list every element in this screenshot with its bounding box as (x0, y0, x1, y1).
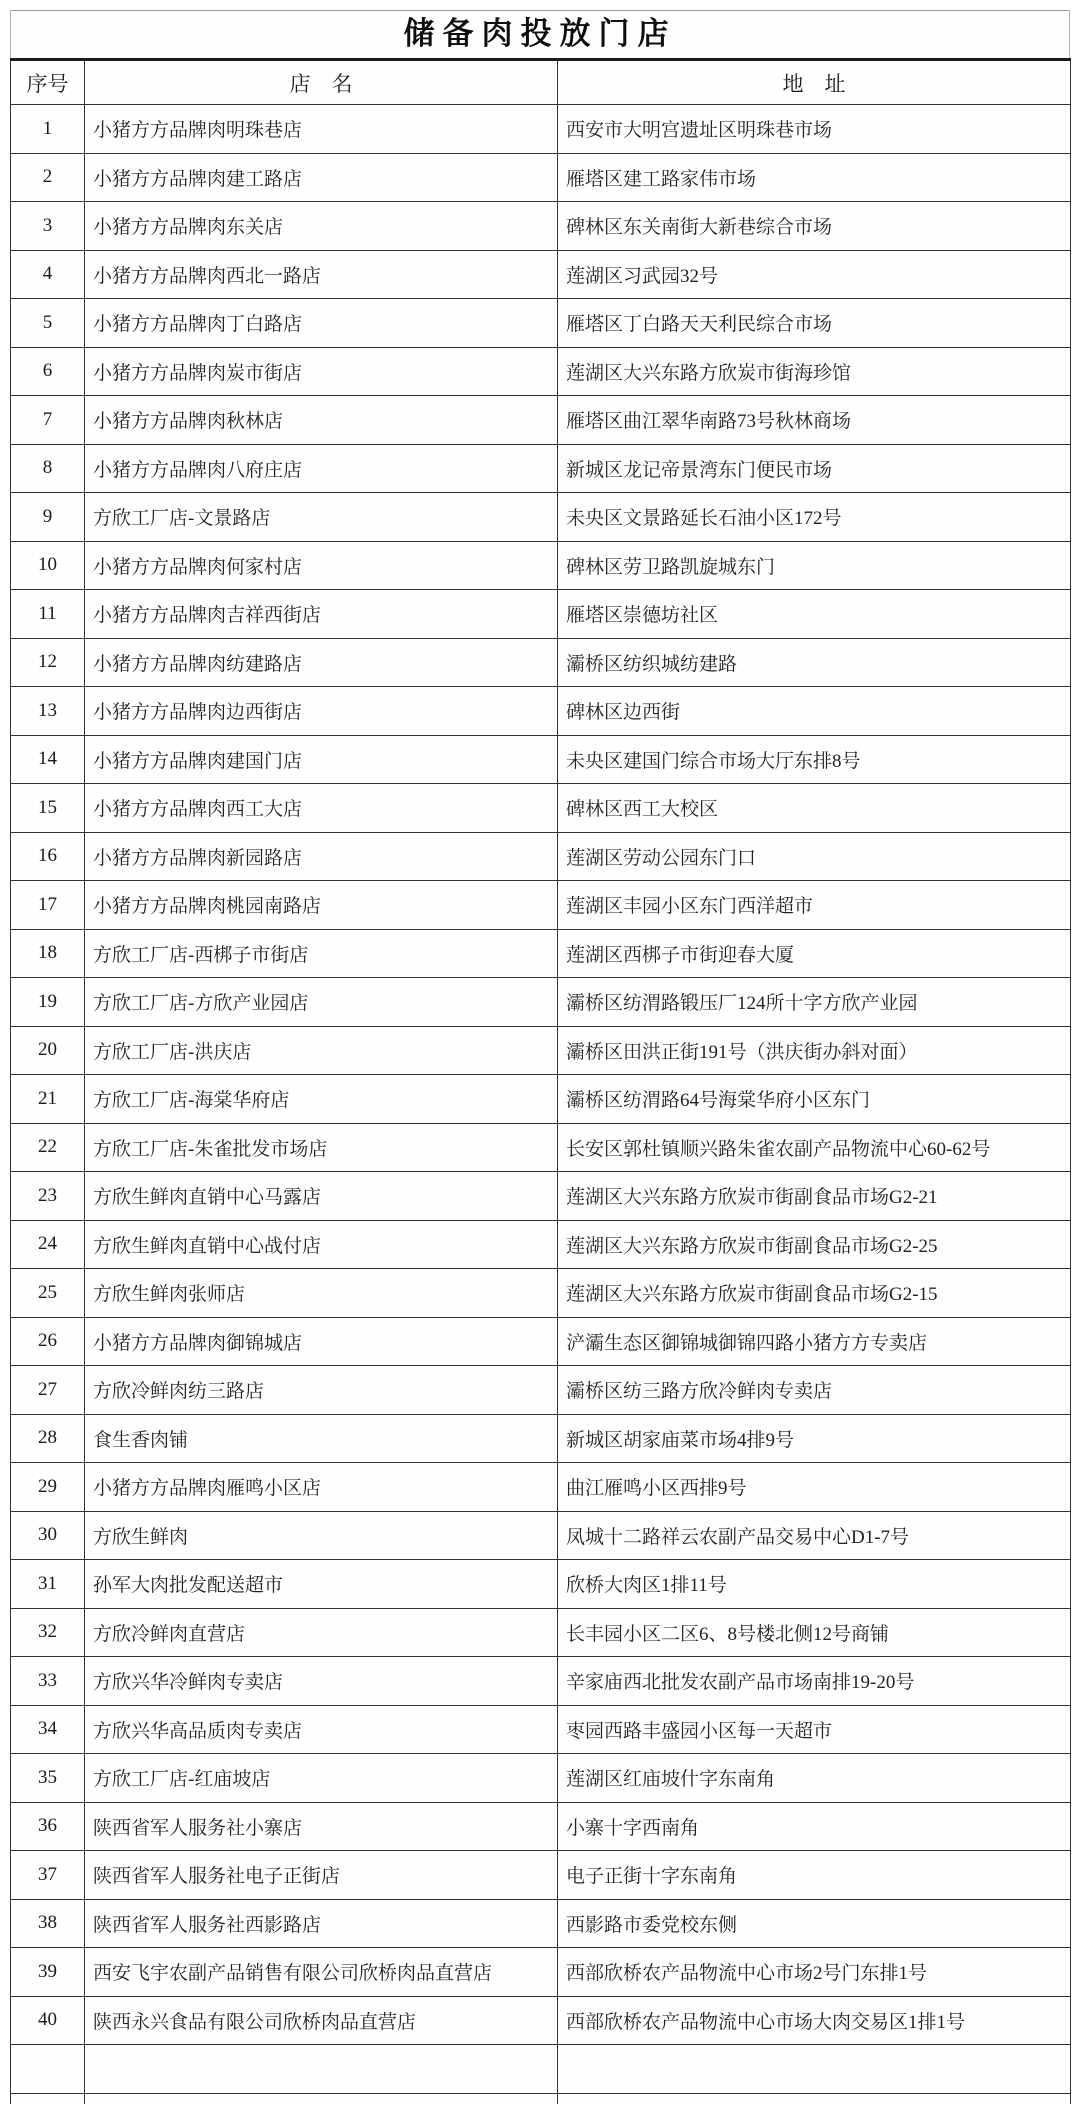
table-row (11, 832, 1071, 881)
row-index-cell: 39 (11, 1948, 85, 1997)
address-cell: 莲湖区大兴东路方欣炭市街海珍馆 (558, 347, 1071, 396)
table-row (11, 250, 1071, 299)
address-cell: 雁塔区建工路家伟市场 (558, 153, 1071, 202)
table-row (11, 1511, 1071, 1560)
address-cell: 新城区龙记帝景湾东门便民市场 (558, 444, 1071, 493)
store-name-cell: 方欣兴华高品质肉专卖店 (85, 1705, 558, 1754)
table-row (11, 1948, 1071, 1997)
header-address: 地 址 (558, 60, 1071, 105)
store-table-body (11, 105, 1071, 2104)
row-index-cell: 17 (11, 881, 85, 930)
table-row (11, 1705, 1071, 1754)
store-name-cell: 小猪方方品牌肉丁白路店 (85, 299, 558, 348)
address-cell: 碑林区边西街 (558, 687, 1071, 736)
store-name-cell: 小猪方方品牌肉吉祥西街店 (85, 590, 558, 639)
address-cell: 未央区建国门综合市场大厅东排8号 (558, 735, 1071, 784)
table-row (11, 202, 1071, 251)
address-cell: 新城区胡家庙菜市场4排9号 (558, 1414, 1071, 1463)
row-index-cell: 27 (11, 1366, 85, 1415)
address-cell: 电子正街十字东南角 (558, 1851, 1071, 1900)
table-title: 储备肉投放门店 (10, 10, 1070, 58)
table-row (11, 1123, 1071, 1172)
store-name-cell: 方欣工厂店-朱雀批发市场店 (85, 1123, 558, 1172)
table-row (11, 687, 1071, 736)
row-index-cell: 7 (11, 396, 85, 445)
address-cell: 西部欣桥农产品物流中心市场大肉交易区1排1号 (558, 1996, 1071, 2045)
address-cell (558, 2045, 1071, 2094)
address-cell: 西安市大明宫遗址区明珠巷市场 (558, 105, 1071, 154)
address-cell: 灞桥区田洪正街191号（洪庆街办斜对面） (558, 1026, 1071, 1075)
store-table-header (11, 60, 1071, 105)
row-index-cell: 11 (11, 590, 85, 639)
store-name-cell: 方欣工厂店-西梆子市街店 (85, 929, 558, 978)
address-cell: 莲湖区红庙坡什字东南角 (558, 1754, 1071, 1803)
row-index-cell: 29 (11, 1463, 85, 1512)
address-cell: 雁塔区崇德坊社区 (558, 590, 1071, 639)
row-index-cell: 3 (11, 202, 85, 251)
store-name-cell (85, 2093, 558, 2104)
address-cell: 灞桥区纺织城纺建路 (558, 638, 1071, 687)
row-index-cell: 18 (11, 929, 85, 978)
address-cell: 莲湖区大兴东路方欣炭市街副食品市场G2-21 (558, 1172, 1071, 1221)
store-name-cell: 方欣生鲜肉直销中心战付店 (85, 1220, 558, 1269)
header-store-name: 店 名 (85, 60, 558, 105)
address-cell: 灞桥区纺渭路64号海棠华府小区东门 (558, 1075, 1071, 1124)
store-name-cell: 小猪方方品牌肉西北一路店 (85, 250, 558, 299)
store-name-cell: 方欣工厂店-文景路店 (85, 493, 558, 542)
row-index-cell: 14 (11, 735, 85, 784)
table-row (11, 1899, 1071, 1948)
address-cell: 莲湖区西梆子市街迎春大厦 (558, 929, 1071, 978)
row-index-cell: 16 (11, 832, 85, 881)
row-index-cell: 8 (11, 444, 85, 493)
row-index-cell: 5 (11, 299, 85, 348)
table-row (11, 1317, 1071, 1366)
table-row (11, 1996, 1071, 2045)
store-name-cell: 西安飞宇农副产品销售有限公司欣桥肉品直营店 (85, 1948, 558, 1997)
address-cell: 碑林区劳卫路凯旋城东门 (558, 541, 1071, 590)
store-name-cell: 小猪方方品牌肉东关店 (85, 202, 558, 251)
table-row (11, 590, 1071, 639)
row-index-cell: 23 (11, 1172, 85, 1221)
address-cell: 灞桥区纺渭路锻压厂124所十字方欣产业园 (558, 978, 1071, 1027)
table-row (11, 1220, 1071, 1269)
store-name-cell: 方欣工厂店-方欣产业园店 (85, 978, 558, 1027)
row-index-cell: 4 (11, 250, 85, 299)
store-name-cell: 小猪方方品牌肉明珠巷店 (85, 105, 558, 154)
address-cell: 莲湖区丰园小区东门西洋超市 (558, 881, 1071, 930)
row-index-cell: 33 (11, 1657, 85, 1706)
table-row (11, 638, 1071, 687)
row-index-cell: 37 (11, 1851, 85, 1900)
document-page (10, 0, 1070, 2104)
store-name-cell: 方欣兴华冷鲜肉专卖店 (85, 1657, 558, 1706)
row-index-cell: 6 (11, 347, 85, 396)
store-name-cell: 食生香肉铺 (85, 1414, 558, 1463)
table-row (11, 881, 1071, 930)
row-index-cell: 22 (11, 1123, 85, 1172)
store-name-cell: 方欣生鲜肉 (85, 1511, 558, 1560)
table-row (11, 105, 1071, 154)
store-name-cell: 方欣生鲜肉直销中心马露店 (85, 1172, 558, 1221)
store-name-cell: 小猪方方品牌肉边西街店 (85, 687, 558, 736)
store-name-cell: 小猪方方品牌肉秋林店 (85, 396, 558, 445)
row-index-cell: 2 (11, 153, 85, 202)
row-index-cell: 35 (11, 1754, 85, 1803)
address-cell: 莲湖区习武园32号 (558, 250, 1071, 299)
row-index-cell: 19 (11, 978, 85, 1027)
address-cell: 碑林区东关南街大新巷综合市场 (558, 202, 1071, 251)
row-index-cell: 9 (11, 493, 85, 542)
row-index-cell: 40 (11, 1996, 85, 2045)
store-name-cell: 小猪方方品牌肉西工大店 (85, 784, 558, 833)
address-cell: 雁塔区曲江翠华南路73号秋林商场 (558, 396, 1071, 445)
table-row (11, 153, 1071, 202)
row-index-cell: 10 (11, 541, 85, 590)
address-cell: 枣园西路丰盛园小区每一天超市 (558, 1705, 1071, 1754)
row-index-cell: 13 (11, 687, 85, 736)
table-row (11, 541, 1071, 590)
address-cell: 长丰园小区二区6、8号楼北侧12号商铺 (558, 1608, 1071, 1657)
row-index-cell: 31 (11, 1560, 85, 1609)
address-cell: 莲湖区劳动公园东门口 (558, 832, 1071, 881)
store-name-cell: 方欣生鲜肉张师店 (85, 1269, 558, 1318)
row-index-cell: 36 (11, 1802, 85, 1851)
store-name-cell: 小猪方方品牌肉何家村店 (85, 541, 558, 590)
table-row (11, 1560, 1071, 1609)
address-cell: 西部欣桥农产品物流中心市场2号门东排1号 (558, 1948, 1071, 1997)
row-index-cell: 38 (11, 1899, 85, 1948)
table-row (11, 1657, 1071, 1706)
table-row (11, 929, 1071, 978)
address-cell: 灞桥区纺三路方欣冷鲜肉专卖店 (558, 1366, 1071, 1415)
store-name-cell: 小猪方方品牌肉桃园南路店 (85, 881, 558, 930)
row-index-cell: 34 (11, 1705, 85, 1754)
address-cell: 碑林区西工大校区 (558, 784, 1071, 833)
table-row (11, 299, 1071, 348)
store-name-cell: 小猪方方品牌肉纺建路店 (85, 638, 558, 687)
store-name-cell: 方欣冷鲜肉直营店 (85, 1608, 558, 1657)
row-index-cell: 24 (11, 1220, 85, 1269)
store-name-cell: 小猪方方品牌肉八府庄店 (85, 444, 558, 493)
row-index-cell: 26 (11, 1317, 85, 1366)
row-index-cell: 12 (11, 638, 85, 687)
table-row (11, 347, 1071, 396)
address-cell: 雁塔区丁白路天天利民综合市场 (558, 299, 1071, 348)
address-cell: 浐灞生态区御锦城御锦四路小猪方方专卖店 (558, 1317, 1071, 1366)
store-name-cell: 方欣工厂店-红庙坡店 (85, 1754, 558, 1803)
address-cell: 辛家庙西北批发农副产品市场南排19-20号 (558, 1657, 1071, 1706)
store-name-cell: 陕西省军人服务社电子正街店 (85, 1851, 558, 1900)
table-row (11, 1754, 1071, 1803)
table-row (11, 444, 1071, 493)
store-name-cell: 陕西省军人服务社西影路店 (85, 1899, 558, 1948)
address-cell: 曲江雁鸣小区西排9号 (558, 1463, 1071, 1512)
address-cell: 莲湖区大兴东路方欣炭市街副食品市场G2-15 (558, 1269, 1071, 1318)
address-cell: 欣桥大肉区1排11号 (558, 1560, 1071, 1609)
table-row (11, 1463, 1071, 1512)
table-row (11, 1608, 1071, 1657)
row-index-cell: 1 (11, 105, 85, 154)
table-row (11, 1366, 1071, 1415)
row-index-cell: 32 (11, 1608, 85, 1657)
header-index: 序号 (11, 60, 85, 105)
table-row (11, 784, 1071, 833)
table-row (11, 1414, 1071, 1463)
row-index-cell (11, 2045, 85, 2094)
table-row (11, 1026, 1071, 1075)
header-row (11, 60, 1071, 105)
store-name-cell (85, 2045, 558, 2094)
address-cell: 未央区文景路延长石油小区172号 (558, 493, 1071, 542)
store-name-cell: 小猪方方品牌肉炭市街店 (85, 347, 558, 396)
row-index-cell: 20 (11, 1026, 85, 1075)
table-row (11, 493, 1071, 542)
store-name-cell: 陕西永兴食品有限公司欣桥肉品直营店 (85, 1996, 558, 2045)
address-cell: 莲湖区大兴东路方欣炭市街副食品市场G2-25 (558, 1220, 1071, 1269)
table-row (11, 735, 1071, 784)
row-index-cell: 21 (11, 1075, 85, 1124)
store-name-cell: 方欣工厂店-海棠华府店 (85, 1075, 558, 1124)
table-row (11, 1172, 1071, 1221)
store-name-cell: 小猪方方品牌肉雁鸣小区店 (85, 1463, 558, 1512)
address-cell: 凤城十二路祥云农副产品交易中心D1-7号 (558, 1511, 1071, 1560)
address-cell: 长安区郭杜镇顺兴路朱雀农副产品物流中心60-62号 (558, 1123, 1071, 1172)
address-cell (558, 2093, 1071, 2104)
row-index-cell (11, 2093, 85, 2104)
store-name-cell: 小猪方方品牌肉建工路店 (85, 153, 558, 202)
table-row (11, 1269, 1071, 1318)
table-row (11, 978, 1071, 1027)
row-index-cell: 25 (11, 1269, 85, 1318)
table-row (11, 396, 1071, 445)
store-name-cell: 方欣工厂店-洪庆店 (85, 1026, 558, 1075)
address-cell: 小寨十字西南角 (558, 1802, 1071, 1851)
table-row (11, 1075, 1071, 1124)
row-index-cell: 30 (11, 1511, 85, 1560)
store-name-cell: 陕西省军人服务社小寨店 (85, 1802, 558, 1851)
blank-row (11, 2093, 1071, 2104)
blank-row (11, 2045, 1071, 2094)
row-index-cell: 28 (11, 1414, 85, 1463)
store-table (10, 58, 1071, 2104)
store-name-cell: 孙军大肉批发配送超市 (85, 1560, 558, 1609)
store-name-cell: 方欣冷鲜肉纺三路店 (85, 1366, 558, 1415)
store-name-cell: 小猪方方品牌肉建国门店 (85, 735, 558, 784)
table-row (11, 1802, 1071, 1851)
address-cell: 西影路市委党校东侧 (558, 1899, 1071, 1948)
table-row (11, 1851, 1071, 1900)
store-name-cell: 小猪方方品牌肉新园路店 (85, 832, 558, 881)
row-index-cell: 15 (11, 784, 85, 833)
store-name-cell: 小猪方方品牌肉御锦城店 (85, 1317, 558, 1366)
